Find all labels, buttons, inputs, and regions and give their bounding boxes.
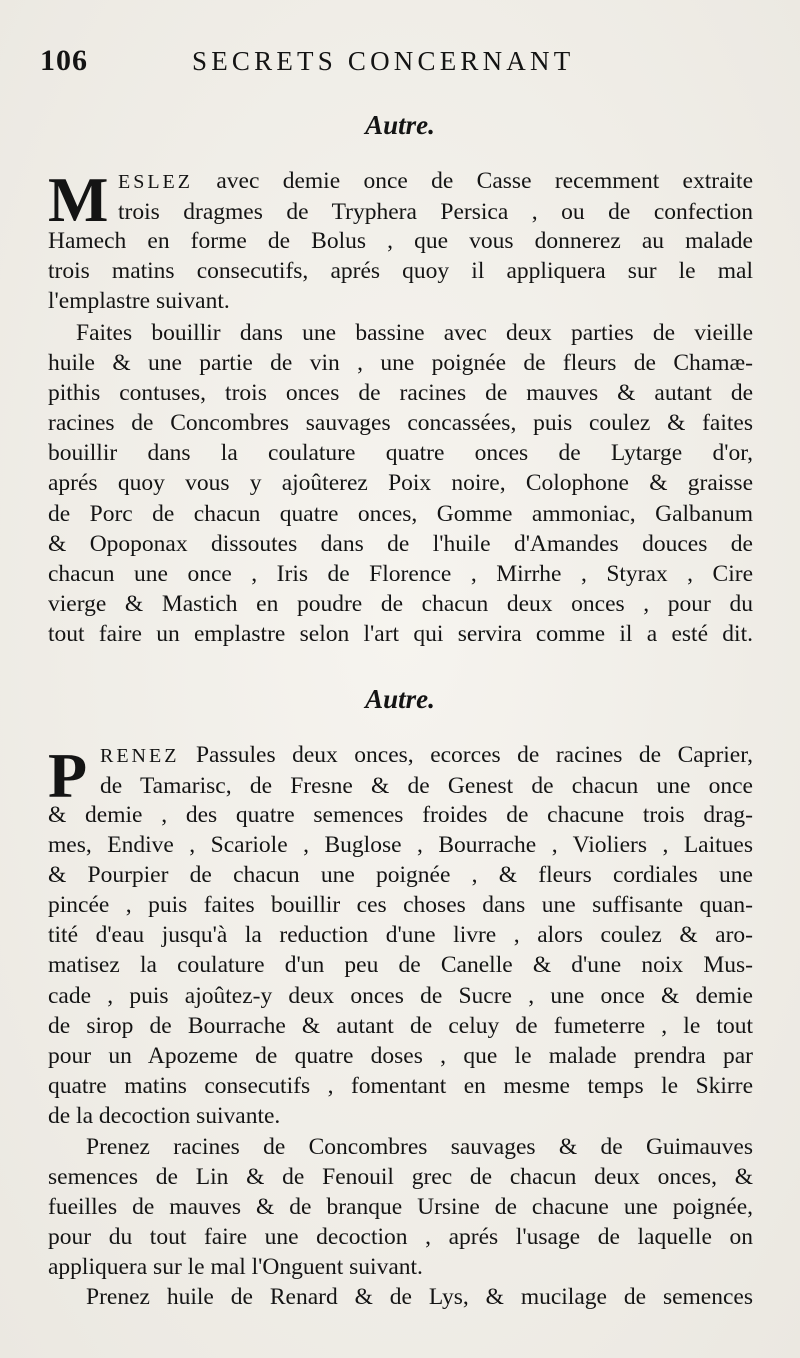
text-line: semences de Lin & de Fenouil grec de chacun deux onces, & [48, 1164, 753, 1191]
text-line: aprés quoy vous y ajoûterez Poix noire, Colophone & graisse [48, 470, 753, 497]
text-line: pour un Apozeme de quatre doses , que le malade prendra par [48, 1042, 753, 1069]
text-line: Hamech en forme de Bolus , que vous donnerez au malade [48, 228, 753, 254]
page-number: 106 [40, 44, 88, 77]
text-line: quatre matins consecutifs , fomentant en mesme temps le Skirre [48, 1072, 753, 1099]
section-title-1: Autre. [365, 110, 435, 140]
text-line: avec demie once de Casse recemment extraite [216, 168, 754, 194]
text-line: trois dragmes de Tryphera Persica , ou de confection [118, 199, 753, 226]
text-line: Passules deux onces, ecorces de racines de Caprier, [195, 742, 753, 768]
text-line: matisez la coulature d'un peu de Canelle & d'une noix Mus- [48, 952, 753, 979]
text-line: cade , puis ajoûtez-y deux onces de Sucre , une once & demie [48, 982, 753, 1009]
text-line: & Pourpier de chacun une poignée , & fleurs cordiales une [48, 862, 753, 889]
text-line: de Tamarisc, de Fresne & de Genest de chacun une once [100, 773, 753, 800]
text-line: pithis contuses, trois onces de racines de mauves & autant de [48, 380, 753, 407]
text-line: de sirop de Bourrache & autant de celuy de fumeterre , le tout [48, 1012, 753, 1039]
text-line: Faites bouillir dans une bassine avec deux parties de vieille [76, 320, 753, 346]
section2-para2 [48, 1132, 753, 1282]
text-line: trois matins consecutifs, aprés quoy il appliquera sur le mal [48, 258, 753, 285]
text-line: huile & une partie de vin , une poignée de fleurs de Chamæ- [48, 350, 753, 377]
text-line: racines de Concombres sauvages concassées, puis coulez & faites [48, 410, 753, 437]
section2-para1 [48, 800, 753, 1131]
running-head: SECRETS CONCERNANT [192, 46, 575, 76]
first-word-rest: ESLEZ [118, 171, 193, 193]
text-line: pour du tout faire une decoction , aprés l'usage de laquelle on [48, 1224, 753, 1251]
dropcap-p: P [48, 740, 88, 811]
text-line: Prenez huile de Renard & de Lys, & mucilage de semences [86, 1284, 753, 1310]
text-line: pincée , puis faites bouillir ces choses dans une suffisante quan- [48, 892, 753, 919]
section-title-2: Autre. [365, 684, 435, 714]
text-line: vierge & Mastich en poudre de chacun deux onces , pour du [48, 590, 753, 617]
text-line: de Porc de chacun quatre onces, Gomme ammoniac, Galbanum [48, 500, 753, 527]
text-line: de la decoction suivante. [48, 1102, 281, 1129]
text-line: mes, Endive , Scariole , Buglose , Bourrache , Violiers , Laitues [48, 832, 753, 859]
section2-para3 [48, 1282, 753, 1312]
text-line: appliquera sur le mal l'Onguent suivant. [48, 1254, 423, 1281]
dropcap-m: M [48, 164, 109, 235]
first-word-rest: RENEZ [100, 745, 180, 767]
section1-para2 [48, 318, 753, 649]
text-line: fueilles de mauves & de branque Ursine de chacune une poignée, [48, 1194, 753, 1221]
text-line: bouillir dans la coulature quatre onces de Lytarge d'or, [48, 440, 753, 467]
text-line: & Opoponax dissoutes dans de l'huile d'Amandes douces de [48, 530, 753, 557]
page-header [40, 40, 760, 84]
text-line: chacun une once , Iris de Florence , Mirrhe , Styrax , Cire [48, 560, 753, 587]
text-line: Prenez racines de Concombres sauvages & de Guimauves [86, 1134, 753, 1160]
text-line: l'emplastre suivant. [48, 288, 230, 315]
text-line: & demie , des quatre semences froides de chacune trois drag- [48, 802, 753, 828]
section2-para1-first-line [100, 740, 753, 801]
text-line: tité d'eau jusqu'à la reduction d'une livre , alors coulez & aro- [48, 922, 753, 949]
text-line: tout faire un emplastre selon l'art qui servira comme il a esté dit. [48, 620, 753, 647]
section1-para1 [48, 226, 753, 316]
section1-para1-first-line [118, 166, 753, 227]
